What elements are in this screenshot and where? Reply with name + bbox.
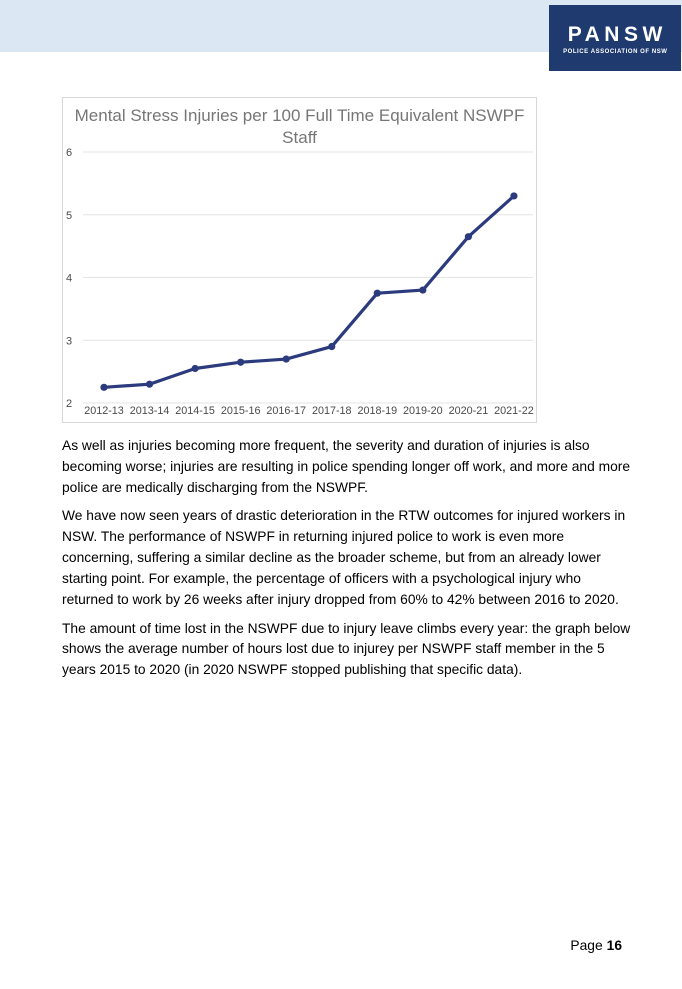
pansw-logo [549, 5, 681, 71]
svg-text:5: 5 [66, 209, 73, 222]
svg-text:2021-22: 2021-22 [494, 405, 534, 417]
svg-text:2019-20: 2019-20 [403, 405, 443, 417]
svg-text:3: 3 [66, 335, 73, 348]
mental-stress-injuries-chart [62, 97, 537, 423]
page-number [570, 938, 622, 953]
svg-text:2012-13: 2012-13 [84, 405, 124, 417]
svg-text:2: 2 [66, 398, 73, 410]
svg-text:2015-16: 2015-16 [220, 405, 261, 417]
body-text [62, 436, 634, 689]
page-number-label: Page [570, 938, 603, 953]
svg-text:2016-17: 2016-17 [266, 405, 307, 417]
body-paragraph: We have now seen years of drastic deterioration in the RTW outcomes for injured workers in NSW. The performance of NSWPF in returning injured police to work is even more concerning, suffering a similar decline as the broader scheme, but from an already lower starting point. For example, the percentage of officers with a psychological injury who returned to work by 26 weeks after injury dropped from 60% to 42% between 2016 to 2020. [62, 508, 626, 607]
page-number-value: 16 [606, 938, 622, 953]
logo-subtitle: POLICE ASSOCIATION OF NSW [563, 49, 668, 55]
svg-text:2013-14: 2013-14 [129, 405, 170, 417]
body-paragraph: As well as injuries becoming more frequent, the severity and duration of injuries is also becoming worse; injuries are resulting in police spending longer off work, and more and more police are medically discharging from the NSWPF. [62, 438, 631, 495]
chart-title: Mental Stress Injuries per 100 Full Time Equivalent NSWPF Staff [74, 106, 525, 147]
svg-text:2018-19: 2018-19 [357, 405, 398, 417]
svg-text:2020-21: 2020-21 [448, 405, 489, 417]
svg-text:6: 6 [66, 147, 73, 159]
svg-text:2014-15: 2014-15 [175, 405, 215, 417]
svg-text:4: 4 [66, 272, 73, 285]
body-paragraph: The amount of time lost in the NSWPF due to injury leave climbs every year: the graph below shows the average number of hours lost due to injurey per NSWPF staff member in the 5 years 2015 to 2020 (in 2020 NSWPF stopped publishing that specific data). [62, 620, 631, 678]
logo-wordmark: PANSW [567, 23, 667, 46]
svg-text:2017-18: 2017-18 [311, 405, 352, 417]
